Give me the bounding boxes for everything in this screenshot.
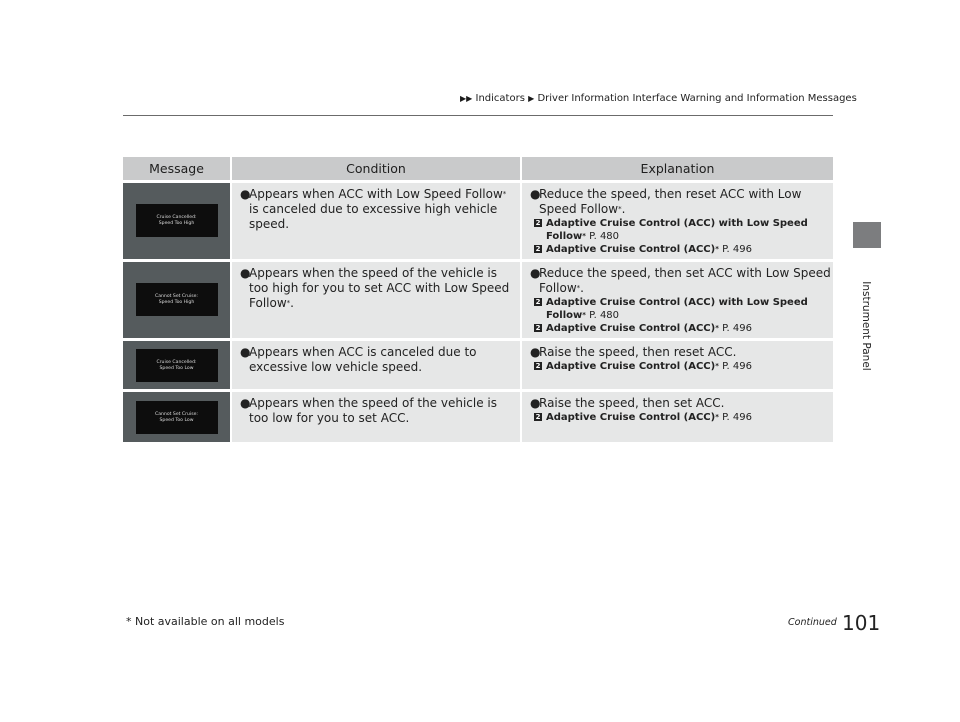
explanation-cell xyxy=(522,259,833,338)
condition-text: ● Appears when ACC with Low Speed Follow* is canceled due to excessive high vehicle speed. xyxy=(240,187,507,231)
section-label: Instrument Panel xyxy=(860,281,872,371)
table-row xyxy=(123,180,833,259)
header-divider xyxy=(123,115,833,116)
col-explanation: Explanation xyxy=(522,157,833,180)
continued-label: Continued xyxy=(788,617,837,628)
condition-text: ● Appears when ACC is canceled due to excessive low vehicle speed. xyxy=(240,345,477,374)
col-message: Message xyxy=(123,157,232,180)
reference-link[interactable]: 2 Adaptive Cruise Control (ACC)* P. 496 xyxy=(535,412,752,423)
message-table xyxy=(123,157,833,442)
arrow-icon: ▶ xyxy=(528,94,535,103)
condition-text: ● Appears when the speed of the vehicle is too low for you to set ACC. xyxy=(240,396,498,425)
reference-link[interactable]: 2 Adaptive Cruise Control (ACC) with Low Speed Follow* P. 480 xyxy=(535,218,808,242)
condition-cell xyxy=(232,180,522,259)
reference-icon: 2 xyxy=(535,298,541,306)
reference-icon: 2 xyxy=(535,362,541,370)
reference-link[interactable]: 2 Adaptive Cruise Control (ACC)* P. 496 xyxy=(535,361,752,372)
explanation-text: ● Raise the speed, then set ACC. xyxy=(530,396,725,410)
page-number: 101 xyxy=(842,611,881,635)
display-screen: Cannot Set Cruise: Speed Too High xyxy=(136,283,218,316)
reference-icon: 2 xyxy=(535,219,541,227)
message-image-cell xyxy=(123,259,232,338)
condition-text: ● Appears when the speed of the vehicle is too high for you to set ACC with Low Speed Follow*. xyxy=(240,266,510,310)
explanation-text: ● Reduce the speed, then set ACC with Low Speed Follow*. xyxy=(530,266,831,295)
explanation-cell xyxy=(522,180,833,259)
reference-icon: 2 xyxy=(535,324,541,332)
explanation-cell xyxy=(522,338,833,389)
condition-cell xyxy=(232,389,522,442)
display-screen: Cruise Cancelled: Speed Too Low xyxy=(136,349,218,382)
condition-cell xyxy=(232,338,522,389)
table-row xyxy=(123,338,833,389)
display-screen: Cannot Set Cruise: Speed Too Low xyxy=(136,401,218,434)
message-image-cell xyxy=(123,389,232,442)
table-row xyxy=(123,259,833,338)
table-row xyxy=(123,389,833,442)
breadcrumb-section[interactable]: Driver Information Interface Warning and Information Messages xyxy=(537,93,857,104)
explanation-cell xyxy=(522,389,833,442)
col-condition: Condition xyxy=(232,157,522,180)
reference-link[interactable]: 2 Adaptive Cruise Control (ACC)* P. 496 xyxy=(535,244,752,255)
section-tab xyxy=(853,222,881,248)
reference-link[interactable]: 2 Adaptive Cruise Control (ACC)* P. 496 xyxy=(535,323,752,334)
reference-icon: 2 xyxy=(535,413,541,421)
condition-cell xyxy=(232,259,522,338)
message-image-cell xyxy=(123,180,232,259)
reference-icon: 2 xyxy=(535,245,541,253)
footnote: * Not available on all models xyxy=(126,615,285,628)
display-screen: Cruise Cancelled: Speed Too High xyxy=(136,204,218,237)
message-image-cell xyxy=(123,338,232,389)
double-arrow-icon: ▶▶ xyxy=(460,94,473,103)
breadcrumb xyxy=(460,93,857,104)
explanation-text: ● Raise the speed, then reset ACC. xyxy=(530,345,737,359)
explanation-text: ● Reduce the speed, then reset ACC with Low Speed Follow*. xyxy=(530,187,802,216)
reference-link[interactable]: 2 Adaptive Cruise Control (ACC) with Low Speed Follow* P. 480 xyxy=(535,297,808,321)
breadcrumb-indicators[interactable]: Indicators xyxy=(475,93,525,104)
